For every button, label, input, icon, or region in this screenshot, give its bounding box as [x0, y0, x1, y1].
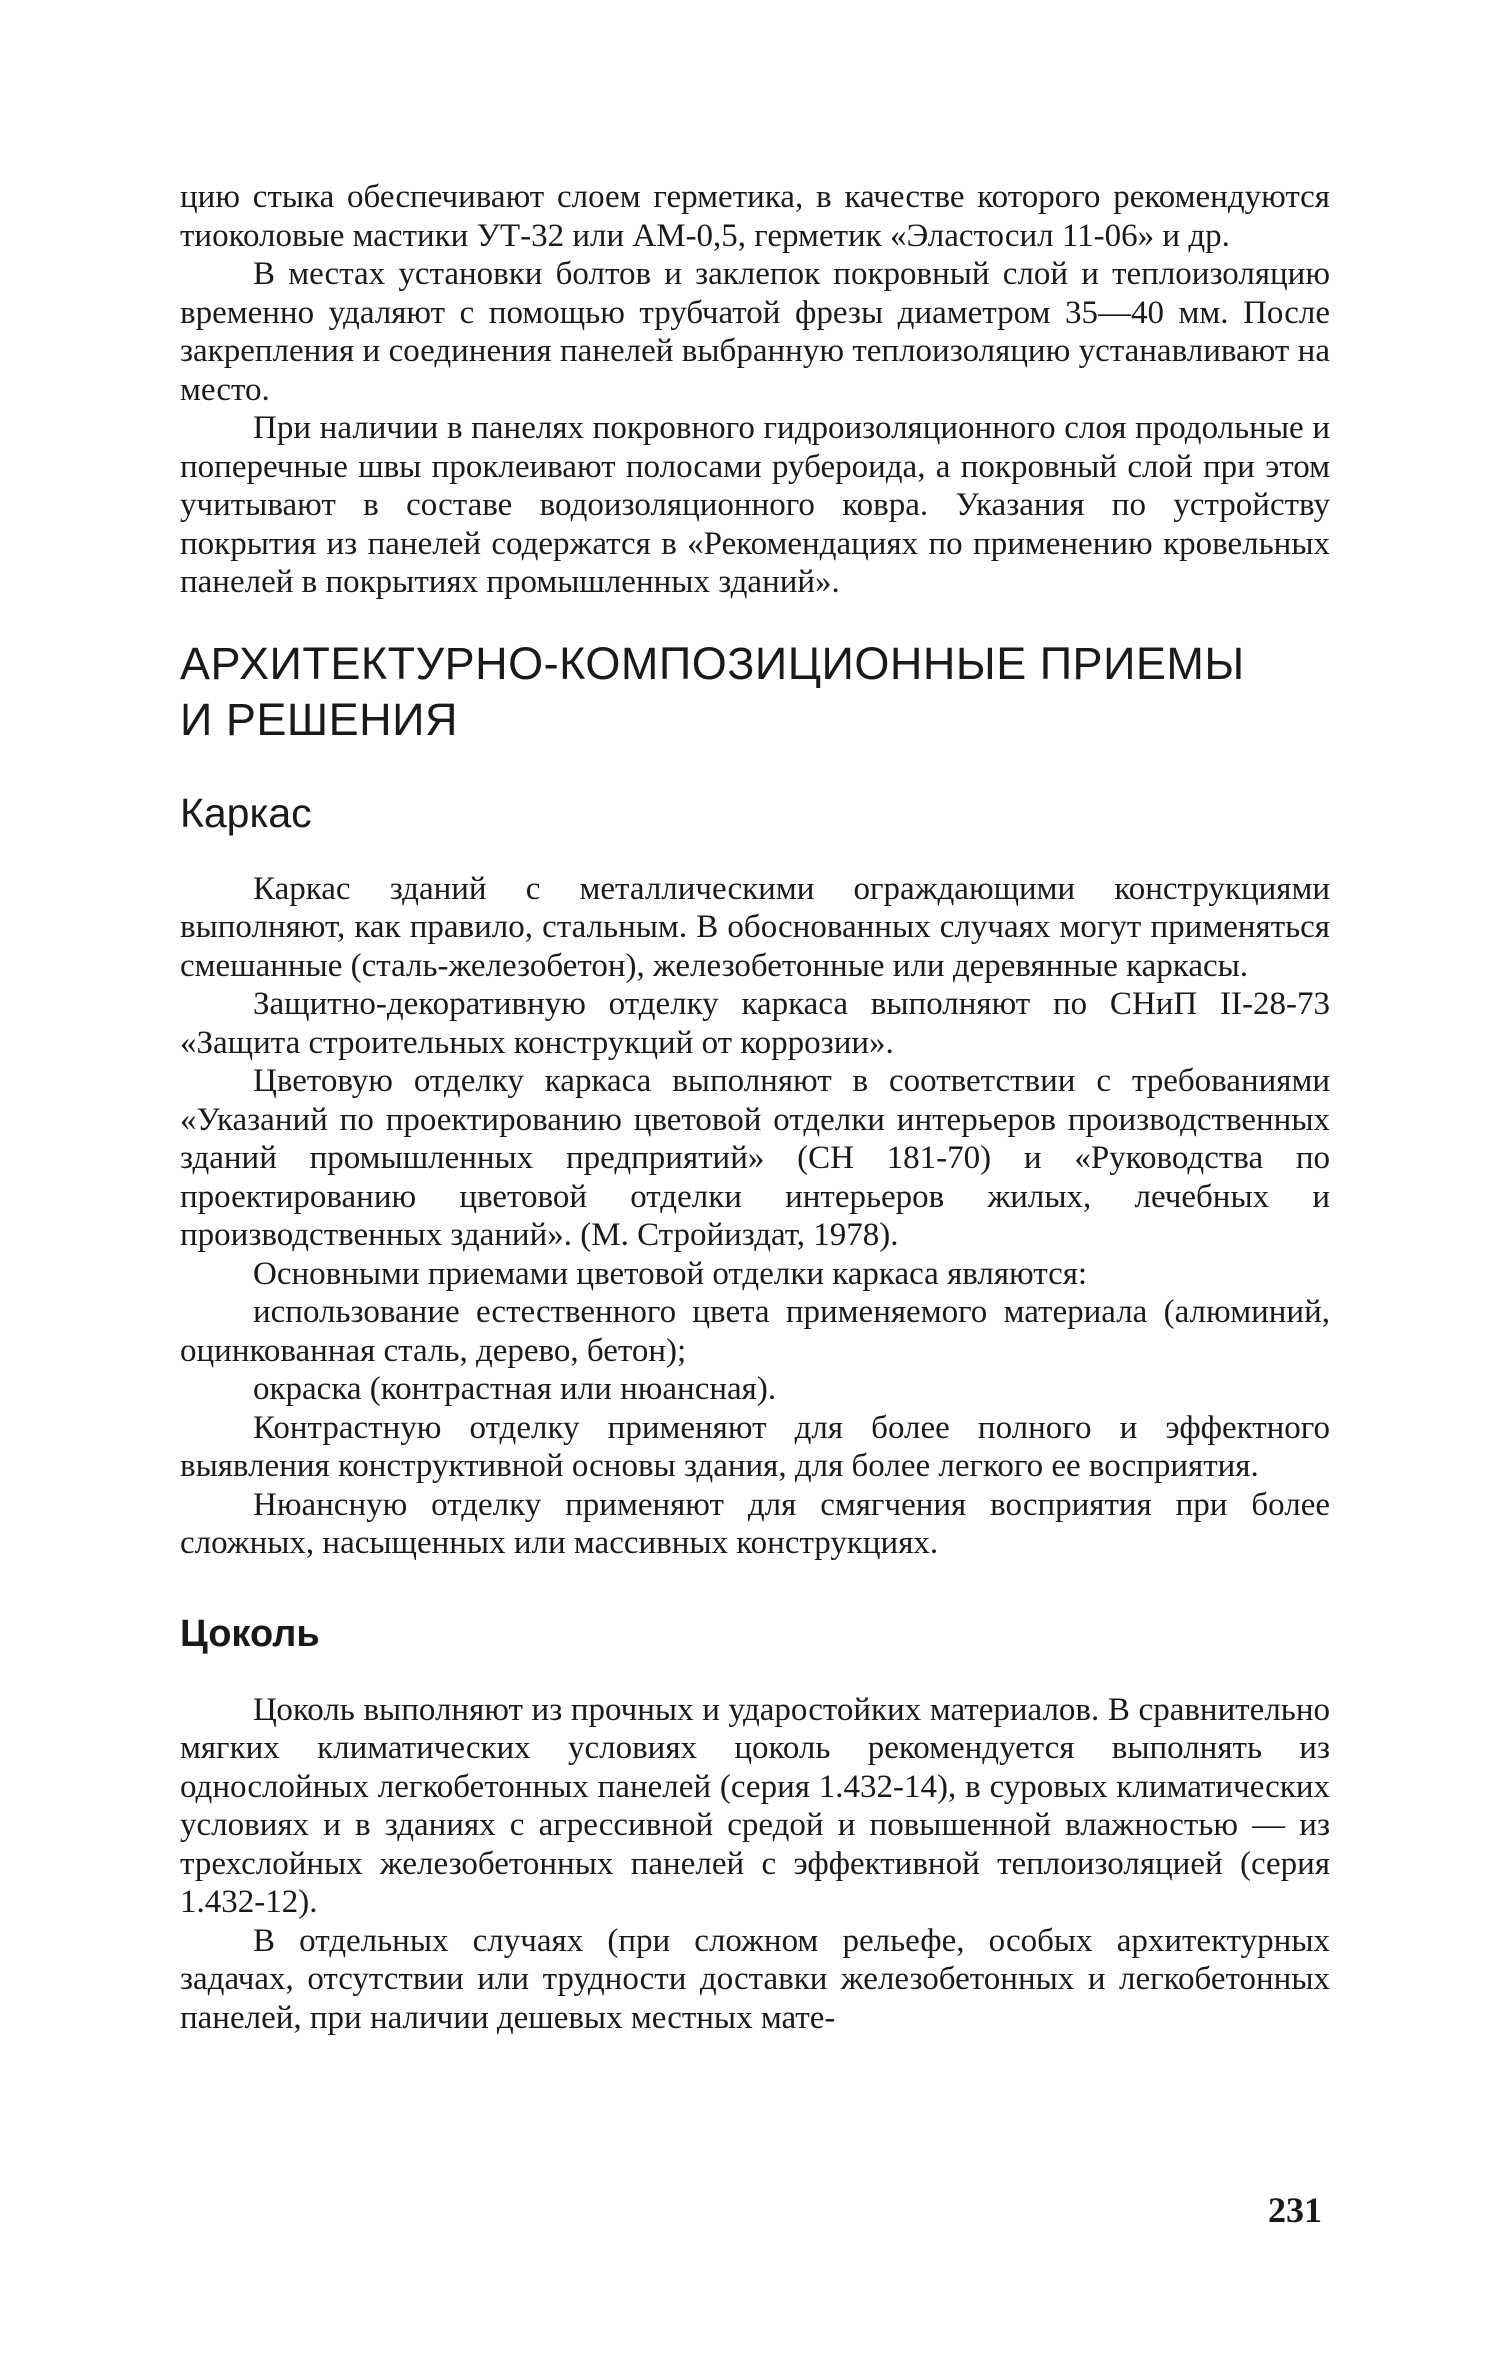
page-number: 231 — [1268, 2190, 1322, 2230]
karkas-paragraph-1: Каркас зданий с металлическими ограждающими конструкциями выполняют, как правило, стальным. В обоснованных случаях могут применяться смешанные (сталь-железобетон), железобетонные или деревянные каркасы. — [180, 870, 1330, 984]
section-title — [180, 636, 1330, 748]
section-title-line-2: И РЕШЕНИЯ — [180, 693, 458, 745]
karkas-paragraph-5: Контрастную отделку применяют для более полного и эффектного выявления конструктивной основы здания, для более легкого ее восприятия. — [180, 1409, 1330, 1484]
karkas-paragraph-6: Нюансную отделку применяют для смягчения восприятия при более сложных, насыщенных или массивных конструкциях. — [180, 1486, 1330, 1561]
karkas-paragraph-2: Защитно-декоративную отделку каркаса выполняют по СНиП II-28-73 «Защита строительных конструкций от коррозии». — [180, 986, 1330, 1061]
intro-paragraph-3: При наличии в панелях покровного гидроизоляционного слоя продольные и поперечные швы проклеивают полосами рубероида, а покровный слой при этом учитывают в составе водоизоляционного ковра. Указания по устройству покрытия из панелей содержатся в «Рекомендациях по применению кровельных панелей в покрытиях промышленных зданий». — [180, 410, 1330, 600]
subheading-karkas: Каркас — [180, 789, 312, 836]
text-column — [180, 178, 1330, 2037]
karkas-list-item-1: использование естественного цвета применяемого материала (алюминий, оцинкованная сталь, дерево, бетон); — [180, 1294, 1330, 1369]
intro-paragraph-2: В местах установки болтов и заклепок покровный слой и теплоизоляцию временно удаляют с помощью трубчатой фрезы диаметром 35—40 мм. После закрепления и соединения панелей выбранную теплоизоляцию устанавливают на место. — [180, 256, 1330, 408]
subheading-tsokol: Цоколь — [180, 1612, 320, 1655]
karkas-paragraph-3: Цветовую отделку каркаса выполняют в соответствии с требованиями «Указаний по проектированию цветовой отделки интерьеров производственных зданий промышленных предприятий» (СН 181-70) и «Руководства по проектированию цветовой отделки интерьеров жилых, лечебных и производственных зданий». (М. Стройиздат, 1978). — [180, 1063, 1330, 1253]
tsokol-paragraph-2: В отдельных случаях (при сложном рельефе, особых архитектурных задачах, отсутствии или трудности доставки железобетонных и легкобетонных панелей, при наличии дешевых местных мате- — [180, 1922, 1330, 2036]
karkas-list-item-2: окраска (контрастная или нюансная). — [253, 1371, 777, 1407]
tsokol-paragraph-1: Цоколь выполняют из прочных и ударостойких материалов. В сравнительно мягких климатических условиях цоколь рекомендуется выполнять из однослойных легкобетонных панелей (серия 1.432-14), в суровых климатических условиях и в зданиях с агрессивной средой и повышенной влажностью — из трехслойных железобетонных панелей с эффективной теплоизоляцией (серия 1.432-12). — [180, 1691, 1330, 1920]
intro-paragraph-1: цию стыка обеспечивают слоем герметика, в качестве которого рекомендуются тиоколовые мастики УТ-32 или АМ-0,5, герметик «Эластосил 11-06» и др. — [180, 179, 1330, 254]
karkas-paragraph-4: Основными приемами цветовой отделки каркаса являются: — [253, 1255, 1088, 1292]
section-title-line-1: АРХИТЕКТУРНО-КОМПОЗИЦИОННЫЕ ПРИЕМЫ — [180, 637, 1245, 689]
